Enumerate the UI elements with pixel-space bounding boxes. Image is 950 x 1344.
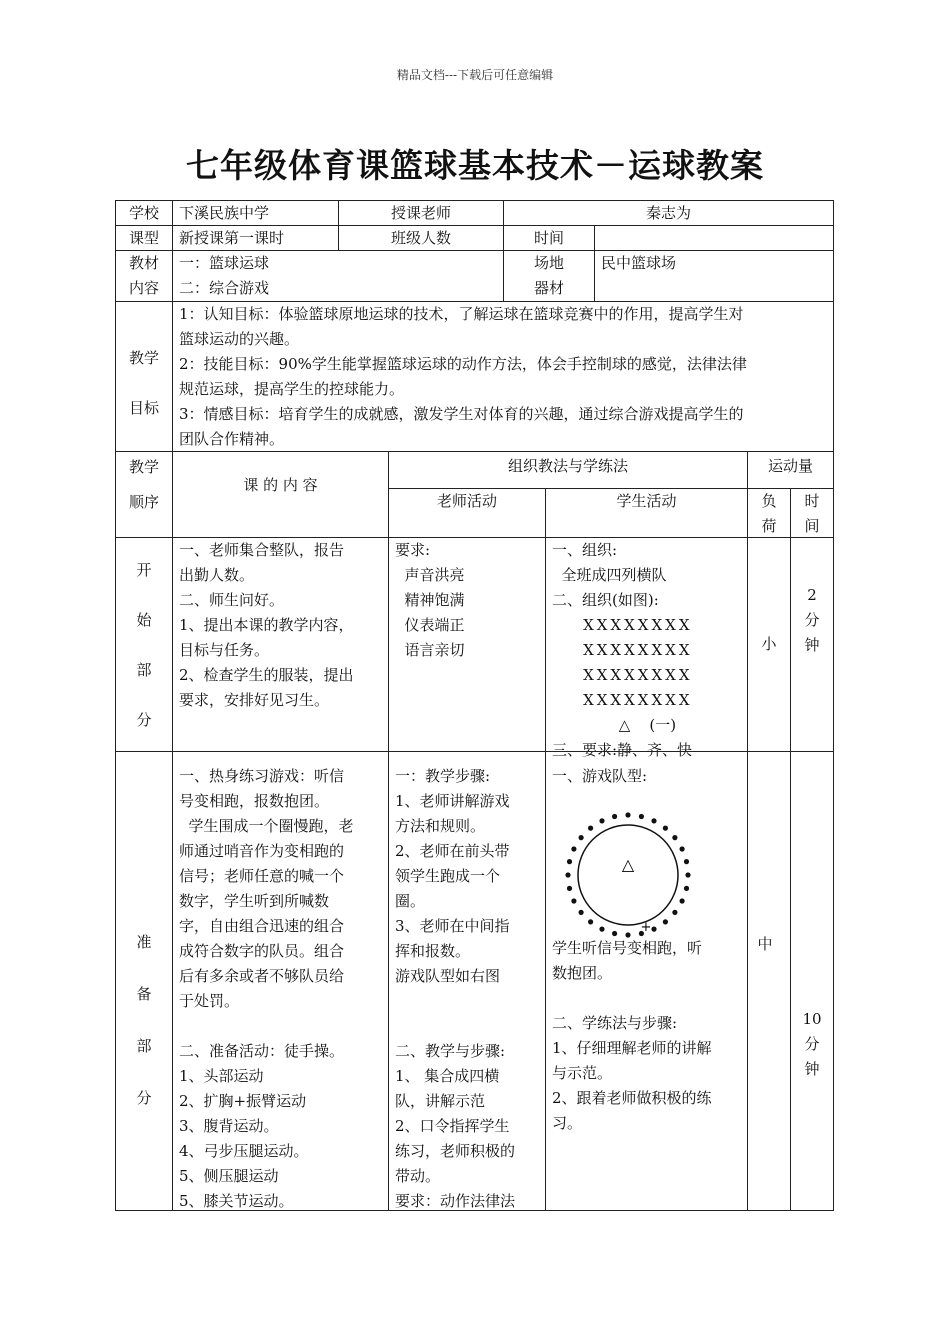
school-value: 下溪民族中学 bbox=[172, 200, 339, 226]
goal-line: 3：情感目标：培育学生的成就感，激发学生对体育的兴趣，通过综合游戏提高学生的 bbox=[179, 405, 744, 423]
student-dot bbox=[625, 812, 630, 817]
prep-teacher-line: 方法和规则。 bbox=[395, 817, 486, 835]
prep-student-line: 二、学练法与步骤: bbox=[552, 1014, 678, 1032]
teacher-plus-marker: + bbox=[640, 920, 652, 935]
student-dot bbox=[663, 826, 668, 831]
start-content-line: 2、检查学生的服装，提出 bbox=[179, 666, 354, 684]
prep-student-top: 一、游戏队型: bbox=[552, 767, 648, 785]
formation-row: XXXXXXXX bbox=[552, 666, 693, 684]
prep-time-line: 10 bbox=[802, 1010, 822, 1028]
material-value bbox=[172, 250, 504, 302]
circle-track bbox=[578, 825, 678, 925]
time-label: 时间 bbox=[503, 225, 595, 251]
material-label bbox=[115, 250, 173, 302]
prep-teacher-line: 2、口令指挥学生 bbox=[395, 1117, 510, 1135]
venue-label bbox=[503, 250, 595, 302]
goal-line: 2：技能目标：90%学生能掌握篮球运球的动作方法，体会手控制球的感觉，法律法律 bbox=[179, 355, 747, 373]
student-dot bbox=[672, 835, 677, 840]
venue-value: 民中篮球场 bbox=[594, 250, 834, 302]
load-header-line1: 负 bbox=[761, 492, 777, 510]
prep-teacher-line: 队，讲解示范 bbox=[395, 1092, 486, 1110]
prep-load bbox=[747, 751, 791, 1211]
start-content-line: 1、提出本课的教学内容， bbox=[179, 616, 354, 634]
start-label-char: 始 bbox=[136, 611, 152, 629]
start-label-char: 开 bbox=[136, 561, 152, 579]
prep-teacher-line: 要求：动作法律法 bbox=[395, 1192, 516, 1210]
student-dot bbox=[663, 919, 668, 924]
student-dot bbox=[639, 814, 644, 819]
prep-content-line: 4、弓步压腿运动。 bbox=[179, 1142, 309, 1160]
start-section-label bbox=[115, 537, 173, 752]
material-label-line1: 教材 bbox=[128, 254, 159, 272]
prep-time-line: 分 bbox=[804, 1035, 820, 1053]
venue-label-line2: 器材 bbox=[533, 279, 564, 297]
prep-teacher-line: 2、老师在前头带 bbox=[395, 842, 510, 860]
student-dot bbox=[651, 927, 656, 932]
formation-row: XXXXXXXX bbox=[552, 616, 693, 634]
student-dot bbox=[599, 927, 604, 932]
start-content-line: 二、师生问好。 bbox=[179, 591, 285, 609]
method-header: 组织教法与学练法 bbox=[388, 451, 748, 489]
prep-content-line: 后有多余或者不够队员给 bbox=[179, 967, 345, 985]
student-dot bbox=[579, 910, 584, 915]
start-teacher-line: 精神饱满 bbox=[395, 591, 465, 609]
goals-label-line1: 教学 bbox=[128, 349, 159, 367]
header-note: 精品文档---下载后可任意编辑 bbox=[396, 68, 554, 82]
start-label-char: 分 bbox=[136, 711, 152, 729]
student-dot bbox=[612, 814, 617, 819]
prep-content-line: 信号；老师任意的喊一个 bbox=[179, 867, 345, 885]
prep-label-char: 部 bbox=[136, 1037, 152, 1055]
formation-row: XXXXXXXX bbox=[552, 691, 693, 709]
prep-teacher-line bbox=[395, 989, 539, 1014]
prep-teacher-line: 挥和报数。 bbox=[395, 942, 471, 960]
goal-line: 规范运球，提高学生的控球能力。 bbox=[179, 380, 405, 398]
content-header: 课 的 内 容 bbox=[172, 451, 389, 538]
prep-teacher-line: 一：教学步骤: bbox=[395, 767, 491, 785]
time-header-line2: 间 bbox=[804, 517, 820, 535]
prep-teacher-line bbox=[395, 1014, 539, 1039]
prep-content-line: 5、侧压腿运动 bbox=[179, 1167, 279, 1185]
load-header bbox=[747, 488, 791, 538]
amount-header: 运动量 bbox=[747, 451, 834, 489]
material-item-2: 二：综合游戏 bbox=[179, 279, 270, 297]
student-dot bbox=[684, 886, 689, 891]
time-value bbox=[594, 225, 834, 251]
start-teacher-activity bbox=[388, 537, 546, 752]
page-title: 七年级体育课篮球基本技术－运球教案 bbox=[186, 146, 764, 185]
prep-teacher-line: 二、教学与步骤: bbox=[395, 1042, 506, 1060]
class-size-label: 班级人数 bbox=[338, 225, 504, 251]
prep-teacher-line: 领学生跑成一个 bbox=[395, 867, 501, 885]
teacher-label: 授课老师 bbox=[338, 200, 504, 226]
start-student-activity bbox=[545, 537, 748, 759]
type-label: 课型 bbox=[115, 225, 173, 251]
student-dot bbox=[567, 886, 572, 891]
prep-content-line bbox=[179, 1014, 382, 1039]
start-time-line: 2 bbox=[807, 586, 817, 604]
formation-teacher-marker: △ (一) bbox=[552, 716, 677, 734]
start-content-line: 一、老师集合整队，报告 bbox=[179, 541, 345, 559]
prep-content-line: 号变相跑，报数抱团。 bbox=[179, 792, 330, 810]
start-teacher-line: 要求: bbox=[395, 541, 431, 559]
prep-teacher-line: 游戏队型如右图 bbox=[395, 967, 501, 985]
venue-label-line1: 场地 bbox=[533, 254, 564, 272]
prep-teacher-line: 3、老师在中间指 bbox=[395, 917, 510, 935]
student-dot bbox=[567, 859, 572, 864]
goals-label-line2: 目标 bbox=[128, 399, 159, 417]
student-dot bbox=[685, 872, 690, 877]
student-dot bbox=[680, 846, 685, 851]
prep-teacher-line: 练习，老师积极的 bbox=[395, 1142, 516, 1160]
goal-line: 篮球运动的兴趣。 bbox=[179, 330, 300, 348]
start-time-line: 分 bbox=[804, 611, 820, 629]
start-student-line: 全班成四列横队 bbox=[552, 566, 667, 584]
goals-content bbox=[172, 301, 834, 452]
student-activity-header: 学生活动 bbox=[545, 488, 748, 538]
game-formation-diagram bbox=[558, 810, 708, 940]
start-teacher-line: 仪表端正 bbox=[395, 616, 465, 634]
prep-content-line: 5、膝关节运动。 bbox=[179, 1192, 294, 1210]
student-dots bbox=[565, 812, 690, 937]
prep-student-line: 与示范。 bbox=[552, 1064, 613, 1082]
prep-content-line: 2、扩胸+振臂运动 bbox=[179, 1092, 307, 1110]
student-dot bbox=[588, 826, 593, 831]
student-dot bbox=[588, 919, 593, 924]
start-load: 小 bbox=[747, 537, 791, 752]
student-dot bbox=[651, 818, 656, 823]
student-dot bbox=[579, 835, 584, 840]
student-dot bbox=[571, 846, 576, 851]
prep-student-line: 学生听信号变相跑，听 bbox=[552, 939, 703, 957]
prep-student-line: 数抱团。 bbox=[552, 964, 613, 982]
prep-student-activity bbox=[545, 751, 748, 1211]
prep-time-line: 钟 bbox=[804, 1060, 820, 1078]
prep-content-line: 数字，学生听到所喊数 bbox=[179, 892, 330, 910]
prep-time bbox=[790, 751, 834, 1211]
start-content-line: 出勤人数。 bbox=[179, 566, 255, 584]
prep-student-line: 2、跟着老师做积极的练 bbox=[552, 1089, 712, 1107]
material-label-line2: 内容 bbox=[128, 279, 159, 297]
teacher-triangle: △ bbox=[621, 855, 635, 874]
prep-student-lines bbox=[552, 936, 742, 1136]
prep-content-line: 二、准备活动：徒手操。 bbox=[179, 1042, 345, 1060]
prep-content-line: 师通过哨音作为变相跑的 bbox=[179, 842, 345, 860]
goals-label bbox=[115, 301, 173, 452]
type-value: 新授课第一课时 bbox=[172, 225, 339, 251]
prep-student-line bbox=[552, 986, 742, 1011]
order-header-line2: 顺序 bbox=[128, 493, 159, 511]
student-dot bbox=[571, 898, 576, 903]
order-header-line1: 教学 bbox=[128, 458, 159, 476]
prep-content-line: 一、热身练习游戏：听信 bbox=[179, 767, 345, 785]
student-dot bbox=[599, 818, 604, 823]
prep-label-char: 分 bbox=[136, 1089, 152, 1107]
prep-content-line: 1、头部运动 bbox=[179, 1067, 264, 1085]
prep-content-line: 3、腹背运动。 bbox=[179, 1117, 279, 1135]
start-content-line: 目标与任务。 bbox=[179, 641, 270, 659]
order-header bbox=[115, 451, 173, 538]
start-time bbox=[790, 537, 834, 752]
prep-student-line: 1、仔细理解老师的讲解 bbox=[552, 1039, 712, 1057]
school-label: 学校 bbox=[115, 200, 173, 226]
time-header bbox=[790, 488, 834, 538]
start-teacher-line: 语言亲切 bbox=[395, 641, 465, 659]
material-item-1: 一：篮球运球 bbox=[179, 254, 270, 272]
student-dot bbox=[680, 898, 685, 903]
prep-teacher-activity bbox=[388, 751, 546, 1211]
prep-content-line: 于处罚。 bbox=[179, 992, 240, 1010]
start-teacher-line: 声音洪亮 bbox=[395, 566, 465, 584]
start-time-line: 钟 bbox=[804, 636, 820, 654]
student-dot bbox=[684, 859, 689, 864]
prep-teacher-line: 带动。 bbox=[395, 1167, 441, 1185]
prep-label-char: 准 bbox=[136, 933, 152, 951]
prep-load-value: 中 bbox=[757, 935, 773, 953]
start-content bbox=[172, 537, 389, 752]
start-student-line: 二、组织(如图): bbox=[552, 591, 659, 609]
prep-content-line: 成符合数字的队员。组合 bbox=[179, 942, 345, 960]
formation-row: XXXXXXXX bbox=[552, 641, 693, 659]
prep-student-line: 习。 bbox=[552, 1114, 583, 1132]
goal-line: 团队合作精神。 bbox=[179, 430, 285, 448]
time-header-line1: 时 bbox=[804, 492, 820, 510]
student-dot bbox=[672, 910, 677, 915]
teacher-activity-header: 老师活动 bbox=[388, 488, 546, 538]
prep-teacher-line: 1、老师讲解游戏 bbox=[395, 792, 510, 810]
student-dot bbox=[565, 872, 570, 877]
start-student-line: 三、要求:静、齐、快 bbox=[552, 741, 693, 759]
start-label-char: 部 bbox=[136, 661, 152, 679]
prep-content-line: 学生围成一个圈慢跑，老 bbox=[179, 817, 354, 835]
teacher-value: 秦志为 bbox=[503, 200, 834, 226]
prep-content-line: 字，自由组合迅速的组合 bbox=[179, 917, 345, 935]
prep-label-char: 备 bbox=[136, 985, 152, 1003]
prep-teacher-line: 圈。 bbox=[395, 892, 426, 910]
prep-section-label bbox=[115, 751, 173, 1211]
prep-teacher-line: 1、 集合成四横 bbox=[395, 1067, 500, 1085]
start-student-line: 一、组织: bbox=[552, 541, 618, 559]
load-header-line2: 荷 bbox=[761, 517, 777, 535]
start-content-line: 要求，安排好见习生。 bbox=[179, 691, 330, 709]
prep-content bbox=[172, 751, 389, 1211]
goal-line: 1：认知目标：体验篮球原地运球的技术，了解运球在篮球竞赛中的作用，提高学生对 bbox=[179, 305, 744, 323]
